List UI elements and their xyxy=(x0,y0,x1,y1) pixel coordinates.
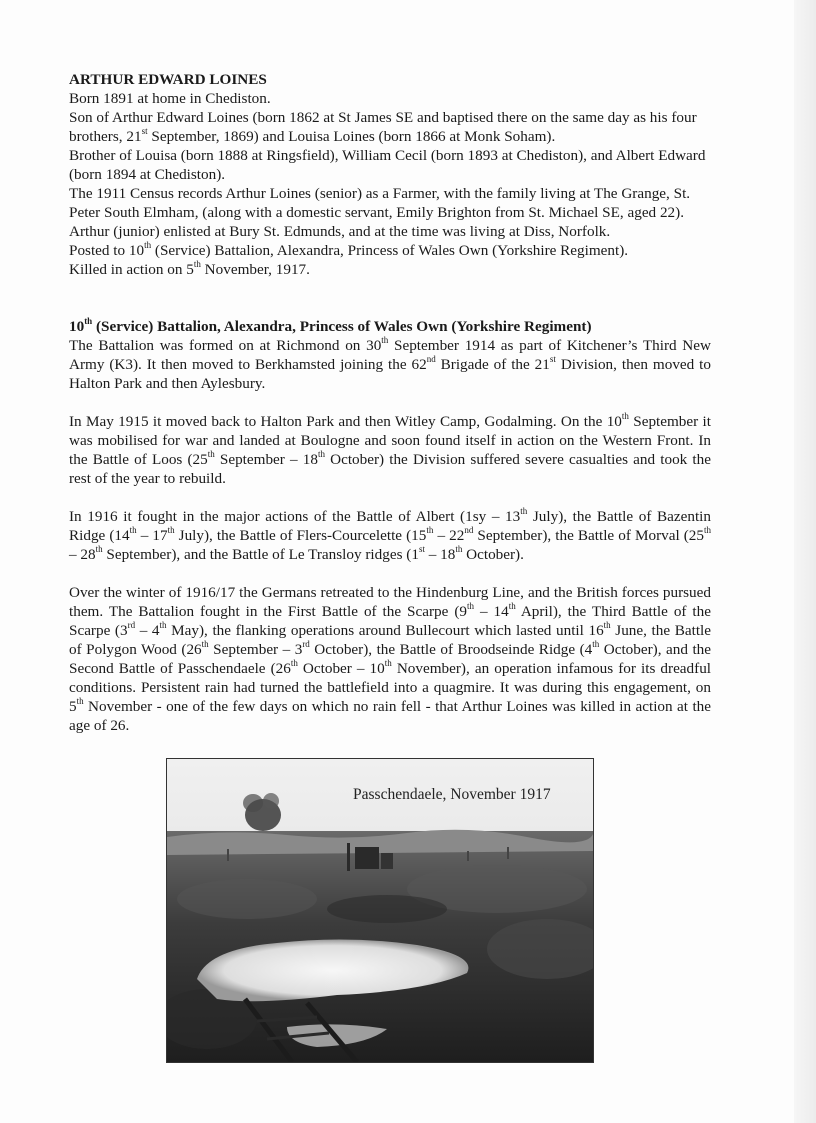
battalion-heading: 10th (Service) Battalion, Alexandra, Princess of Wales Own (Yorkshire Regiment) xyxy=(69,315,592,335)
photo-caption: Passchendaele, November 1917 xyxy=(353,786,551,803)
battalion-paragraph-formation: The Battalion was formed on at Richmond on 30th September 1914 as part of Kitchener’s Third New Army (K3). It then moved to Berkhamsted joining the 62nd Brigade of the 21st Division, then moved to Halton Park and then Aylesbury. xyxy=(69,334,711,392)
page-edge xyxy=(794,0,816,1123)
bio-born: Born 1891 at home in Chediston. xyxy=(69,90,271,107)
bio-killed: Killed in action on 5th November, 1917. xyxy=(69,258,310,278)
bio-brother: Brother of Louisa (born 1888 at Ringsfield), William Cecil (born 1893 at Chediston), and Albert Edward (born 1894 at Chediston). xyxy=(69,147,706,183)
battlefield-photo-image xyxy=(167,759,593,1062)
battalion-paragraph-1917: Over the winter of 1916/17 the Germans retreated to the Hindenburg Line, and the British forces pursued them. The Battalion fought in the First Battle of the Scarpe (9th – 14th April), the Third Battle of the Scarpe (3rd – 4th May), the flanking operations around Bullecourt which lasted until 16th June, the Battle of Polygon Wood (26th September – 3rd October), the Battle of Broodseinde Ridge (4th October), and the Second Battle of Passchendaele (26th October – 10th November), an operation infamous for its dreadful conditions. Persistent rain had turned the battlefield into a quagmire. It was during this engagement, on 5th November - one of the few days on which no rain fell - that Arthur Loines was killed in action at the age of 26. xyxy=(69,584,712,734)
bio-census: The 1911 Census records Arthur Loines (senior) as a Farmer, with the family living at The Grange, St. Peter South Elmham, (along with a domestic servant, Emily Brighton from St. Michael SE, aged 22). xyxy=(69,185,691,221)
bio-enlisted: Arthur (junior) enlisted at Bury St. Edmunds, and at the time was living at Diss, Norfolk. xyxy=(69,223,611,240)
document-body xyxy=(69,70,711,735)
battalion-paragraph-1916: In 1916 it fought in the major actions of the Battle of Albert (1sy – 13th July), the Battle of Bazentin Ridge (14th – 17th July), the Battle of Flers-Courcelette (15th – 22nd September), the Battle of Morval (25th – 28th September), and the Battle of Le Transloy ridges (1st – 18th October). xyxy=(69,505,712,563)
battalion-paragraph-1915: In May 1915 it moved back to Halton Park and then Witley Camp, Godalming. On the 10th September it was mobilised for war and landed at Boulogne and soon found itself in action on the Western Front. In the Battle of Loos (25th September – 18th October) the Division suffered severe casualties and took the rest of the year to rebuild. xyxy=(69,410,711,487)
bio-name-heading: ARTHUR EDWARD LOINES xyxy=(69,71,267,88)
bio-son: Son of Arthur Edward Loines (born 1862 at St James SE and baptised there on the same day as his four brothers, 21st September, 1869) and Louisa Loines (born 1866 at Monk Soham). xyxy=(69,109,697,145)
bio-posted: Posted to 10th (Service) Battalion, Alexandra, Princess of Wales Own (Yorkshire Regiment). xyxy=(69,239,629,259)
